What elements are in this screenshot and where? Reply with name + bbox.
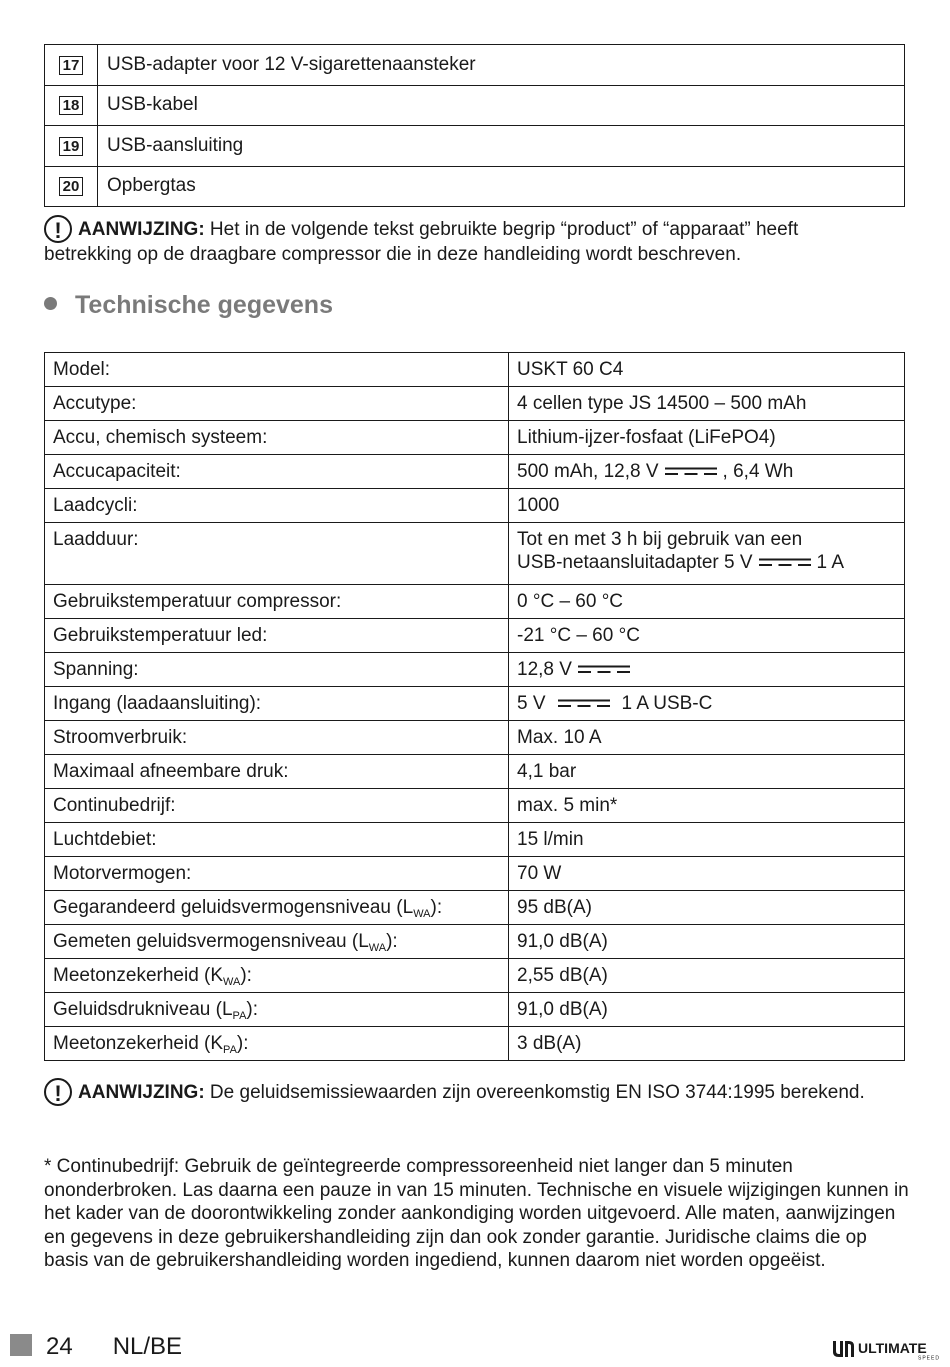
bullet-icon xyxy=(44,297,57,310)
spec-value: 95 dB(A) xyxy=(509,891,905,925)
page-footer xyxy=(10,1333,182,1361)
part-label: USB-aansluiting xyxy=(98,126,905,167)
spec-value: USKT 60 C4 xyxy=(509,353,905,387)
spec-label-subscript: PA xyxy=(232,1010,247,1022)
table-row xyxy=(45,721,905,755)
note-text: De geluidsemissiewaarden zijn overeenkomstig EN ISO 3744:1995 berekend. xyxy=(204,1082,865,1103)
spec-label: Continubedrijf: xyxy=(45,789,509,823)
table-row xyxy=(45,925,905,959)
table-row xyxy=(45,387,905,421)
spec-value: Lithium-ijzer-fosfaat (LiFePO4) xyxy=(509,421,905,455)
dc-symbol-icon xyxy=(759,558,811,567)
brand-name: ULTIMATE xyxy=(858,1340,927,1356)
spec-label: Model: xyxy=(45,353,509,387)
spec-value: 4,1 bar xyxy=(509,755,905,789)
spec-value: 3 dB(A) xyxy=(509,1027,905,1061)
spec-label: Accutype: xyxy=(45,387,509,421)
table-row xyxy=(45,687,905,721)
table-row xyxy=(45,421,905,455)
spec-value: 91,0 dB(A) xyxy=(509,993,905,1027)
brand-mark-icon xyxy=(845,1341,854,1357)
spec-value: max. 5 min* xyxy=(509,789,905,823)
spec-label: Accucapaciteit: xyxy=(45,455,509,489)
table-row xyxy=(45,959,905,993)
part-number: 20 xyxy=(59,177,83,196)
spec-label-subscript: WA xyxy=(223,976,241,988)
table-row xyxy=(45,857,905,891)
note-label: AANWIJZING: xyxy=(78,1082,205,1103)
spec-value: 0 °C – 60 °C xyxy=(509,585,905,619)
spec-label: Motorvermogen: xyxy=(45,857,509,891)
spec-label xyxy=(45,959,509,993)
brand-tagline: SPEED xyxy=(918,1355,940,1360)
spec-label: Gebruikstemperatuur led: xyxy=(45,619,509,653)
part-label: USB-adapter voor 12 V-sigarettenaansteker xyxy=(98,45,905,86)
page-number: 24 xyxy=(46,1333,73,1360)
spec-value-part: 12,8 V xyxy=(517,659,572,680)
brand-mark-icon xyxy=(833,1341,843,1357)
spec-label-part: Meetonzekerheid (K xyxy=(53,1033,224,1054)
table-row xyxy=(45,523,905,585)
spec-label-part: ): xyxy=(236,1033,249,1054)
spec-value: 2,55 dB(A) xyxy=(509,959,905,993)
spec-value: 91,0 dB(A) xyxy=(509,925,905,959)
spec-value xyxy=(509,653,905,687)
spec-value: 15 l/min xyxy=(509,823,905,857)
spec-label-part: ): xyxy=(240,965,252,986)
spec-value-part: USB-netaansluitadapter 5 V xyxy=(517,552,753,573)
spec-value xyxy=(509,523,905,585)
table-row xyxy=(45,993,905,1027)
spec-label: Stroomverbruik: xyxy=(45,721,509,755)
table-row xyxy=(45,789,905,823)
table-row xyxy=(45,45,905,86)
spec-label-subscript: WA xyxy=(368,942,387,954)
spec-value: 1000 xyxy=(509,489,905,523)
spec-label: Laadduur: xyxy=(45,523,509,585)
table-row xyxy=(45,755,905,789)
table-row xyxy=(45,166,905,207)
table-row xyxy=(45,353,905,387)
spec-label-part: ): xyxy=(430,897,443,918)
note-label: AANWIJZING: xyxy=(78,219,205,240)
spec-label: Ingang (laadaansluiting): xyxy=(45,687,509,721)
language-code: NL/BE xyxy=(112,1333,183,1360)
warning-icon: ! xyxy=(44,1078,72,1106)
warning-icon: ! xyxy=(44,215,72,243)
spec-label: Gebruikstemperatuur compressor: xyxy=(45,585,509,619)
note-emission xyxy=(44,1078,914,1106)
spec-label-part: ): xyxy=(386,931,398,952)
table-row xyxy=(45,1027,905,1061)
table-row xyxy=(45,455,905,489)
parts-table xyxy=(44,44,905,207)
spec-value-part: , 6,4 Wh xyxy=(722,461,794,482)
note-text: Het in de volgende tekst gebruikte begrip “product” of “apparaat” heeft betrekking op de draagbare compressor die in deze handleiding wordt beschreven. xyxy=(44,219,799,265)
part-number: 18 xyxy=(59,96,83,115)
footer-square-icon xyxy=(10,1334,32,1356)
spec-label: Laadcycli: xyxy=(45,489,509,523)
table-row xyxy=(45,126,905,167)
table-row xyxy=(45,891,905,925)
spec-label: Maximaal afneembare druk: xyxy=(45,755,509,789)
spec-label: Luchtdebiet: xyxy=(45,823,509,857)
spec-label xyxy=(45,1027,509,1061)
brand-logo xyxy=(830,1336,942,1360)
footnote: * Continubedrijf: Gebruik de geïntegreerde compressoreenheid niet langer dan 5 minuten ononderbroken. Las daarna een pauze in van 15 minuten. Technische en visuele wijzigingen kunnen in het kader van de doorontwikkeling zonder aankondiging worden uitgevoerd. Alle maten, aanwijzingen en gegevens in deze gebruikershandleiding zijn dan ook zonder garantie. Juridische claims die op basis van de gebruikershandleiding worden ingediend, kunnen daarom niet worden opgeëist. xyxy=(44,1156,909,1271)
spec-label-part: Geluidsdrukniveau (L xyxy=(53,999,233,1020)
spec-label-part: Gemeten geluidsvermogensniveau (L xyxy=(53,931,369,952)
spec-value xyxy=(509,455,905,489)
table-row xyxy=(45,823,905,857)
table-row xyxy=(45,85,905,126)
spec-label xyxy=(45,925,509,959)
spec-value: 70 W xyxy=(509,857,905,891)
table-row xyxy=(45,585,905,619)
section-title xyxy=(44,291,333,320)
note-intro xyxy=(44,215,884,267)
part-number: 19 xyxy=(59,137,83,156)
spec-table xyxy=(44,352,905,1061)
spec-label-part: Gegarandeerd geluidsvermogensniveau (L xyxy=(53,897,414,918)
table-row xyxy=(45,653,905,687)
section-title-text: Technische gegevens xyxy=(75,291,333,319)
spec-label-subscript: PA xyxy=(223,1044,237,1056)
spec-value: Max. 10 A xyxy=(509,721,905,755)
spec-value: 4 cellen type JS 14500 – 500 mAh xyxy=(509,387,905,421)
spec-value: -21 °C – 60 °C xyxy=(509,619,905,653)
part-number: 17 xyxy=(59,56,83,75)
spec-value-part: 500 mAh, 12,8 V xyxy=(517,461,659,482)
spec-value-part: Tot en met 3 h bij gebruik van een xyxy=(517,529,803,550)
spec-label-part: ): xyxy=(246,999,259,1020)
spec-value xyxy=(509,687,905,721)
dc-symbol-icon xyxy=(558,699,610,708)
part-label: Opbergtas xyxy=(98,166,905,207)
spec-value-part: 1 A USB-C xyxy=(621,693,713,714)
spec-label-subscript: WA xyxy=(413,908,431,920)
dc-symbol-icon xyxy=(665,467,717,476)
dc-symbol-icon xyxy=(578,665,630,674)
spec-label xyxy=(45,891,509,925)
table-row xyxy=(45,489,905,523)
spec-label xyxy=(45,993,509,1027)
spec-value-part: 5 V xyxy=(517,693,546,714)
spec-label: Accu, chemisch systeem: xyxy=(45,421,509,455)
part-label: USB-kabel xyxy=(98,85,905,126)
table-row xyxy=(45,619,905,653)
spec-label: Spanning: xyxy=(45,653,509,687)
spec-value-part: 1 A xyxy=(816,552,845,573)
spec-label-part: Meetonzekerheid (K xyxy=(53,965,224,986)
